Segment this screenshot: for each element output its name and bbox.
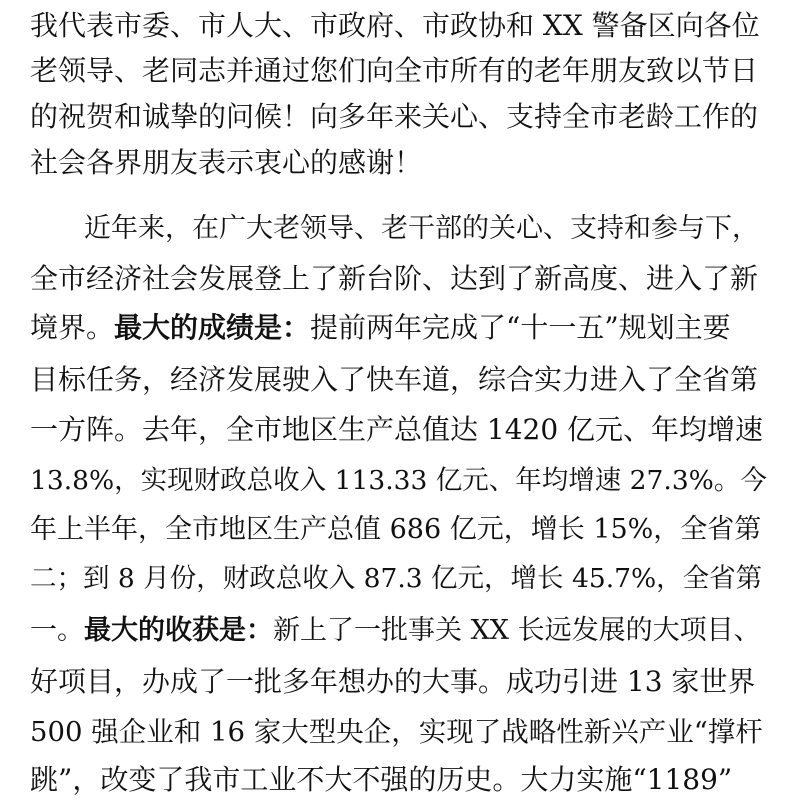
text-line-12: [30, 559, 770, 599]
text-line-15: [30, 712, 770, 752]
line-7-text-start: 境界。: [30, 311, 115, 344]
line-1-text: 我代表市委、市人大、市政府、市政协和 XX 警备区向各位: [30, 9, 760, 42]
highlight-biggest-achievement: 最大的成绩是：: [114, 311, 311, 344]
line-10-text: 13.8%，实现财政总收入 113.33 亿元、年均增速 27.3%。今: [30, 465, 767, 496]
text-line-9: [30, 410, 770, 450]
line-13-text-end: 新上了一批事关 XX 长远发展的大项目、: [273, 615, 761, 646]
text-line-10: [30, 461, 770, 501]
text-line-13: [30, 611, 761, 651]
line-11-text: 年上半年，全市地区生产总值 686 亿元，增长 15%，全省第: [30, 514, 762, 545]
line-2-text: 老领导、老同志并通过您们向全市所有的老年朋友致以节日: [30, 54, 759, 87]
line-4-text: 社会各界朋友表示衷心的感谢！: [30, 146, 423, 179]
text-line-8: [30, 360, 770, 400]
line-13-text-start: 一。: [30, 615, 84, 646]
text-line-1: [30, 6, 770, 46]
line-3-text: 的祝贺和诚挚的问候！向多年来关心、支持全市老龄工作的: [30, 100, 759, 133]
line-8-text: 目标任务，经济发展驶入了快车道，综合实力进入了全省第: [30, 363, 759, 396]
line-14-text: 好项目，办成了一批多年想办的大事。成功引进 13 家世界: [30, 665, 756, 698]
text-line-14: [30, 662, 770, 702]
line-6-text: 全市经济社会发展登上了新台阶、达到了新高度、进入了新: [30, 262, 759, 295]
line-12-text: 二；到 8 月份，财政总收入 87.3 亿元，增长 45.7%，全省第: [30, 563, 763, 594]
text-line-4: [30, 143, 422, 183]
text-line-7: [30, 308, 731, 348]
line-9-text: 一方阵。去年，全市地区生产总值达 1420 亿元、年均增速: [30, 413, 764, 446]
line-16-text: 跳”，改变了我市工业不大不强的历史。大力实施“1189”: [30, 763, 733, 796]
line-7-text-end: 提前两年完成了“十一五”规划主要: [310, 311, 731, 344]
line-15-text: 500 强企业和 16 家大型央企，实现了战略性新兴产业“撑杆: [30, 716, 763, 748]
line-5-text: 近年来，在广大老领导、老干部的关心、支持和参与下，: [30, 213, 759, 244]
text-line-11: [30, 510, 770, 550]
highlight-biggest-gain: 最大的收获是：: [84, 615, 273, 646]
text-line-5: [30, 209, 770, 249]
text-line-6: [30, 259, 770, 299]
text-line-16: [30, 760, 770, 800]
text-line-2: [30, 51, 770, 91]
text-line-3: [30, 97, 770, 137]
